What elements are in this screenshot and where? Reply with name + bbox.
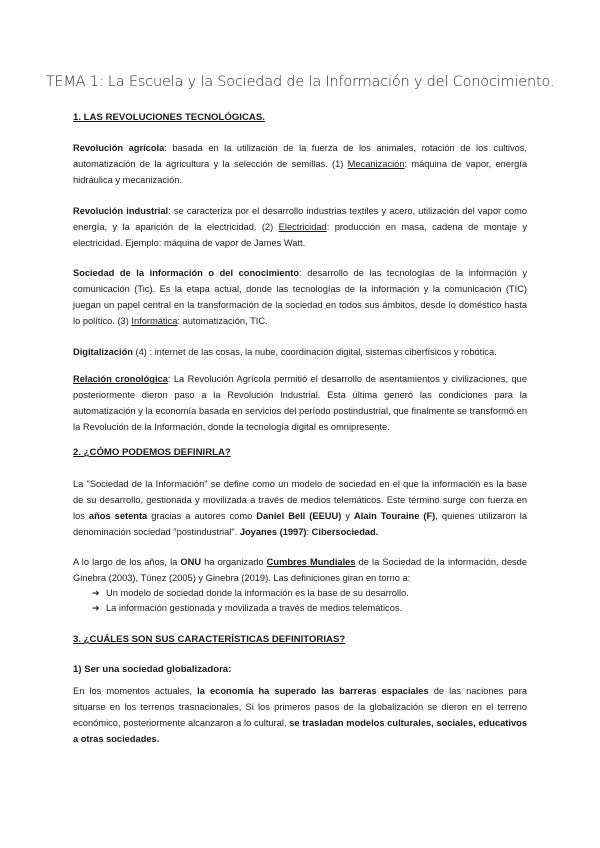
term-revolucion-industrial: Revolución industrial — [73, 206, 169, 216]
paragraph-relacion-cronologica: Relación cronológica: La Revolución Agrícola permitió el desarrollo de asentamientos y civilizaciones, que posteriormente dieron paso a la Revolución Industrial. Esta última generó las condiciones para la automatización y la economía basada en servicios del período postindustrial, que finalmente se transformó en la Revolución de la Información, donde la tecnología digital es omnipresente. — [73, 374, 527, 432]
section-heading-definirla: 2. ¿CÓMO PODEMOS DEFINIRLA? — [73, 447, 231, 458]
term-sociedad-informacion: Sociedad de la información o del conocimiento — [73, 268, 300, 278]
paragraph-onu-cumbres: A lo largo de los años, la ONU ha organizado Cumbres Mundiales de la Sociedad de la información, desde Ginebra (2003), Túnez (2005) y Ginebra (2019). Las definiciones giran en torno a: — [73, 557, 527, 583]
arrow-right-icon: ➔ — [92, 588, 100, 598]
subheading-sociedad-globalizadora: 1) Ser una sociedad globalizadora: — [73, 664, 232, 675]
term-relacion-cronologica: Relación cronológica — [73, 374, 168, 384]
list-item: ➔ La información gestionada y movilizada a través de medios telemáticos. — [92, 601, 522, 616]
term-revolucion-agricola: Revolución agrícola — [73, 143, 165, 153]
list-item: ➔ Un modelo de sociedad donde la información es la base de su desarrollo. — [92, 586, 522, 601]
term-digitalizacion: Digitalización — [73, 347, 133, 357]
paragraph-sociedad-informacion: Sociedad de la información o del conocimiento: desarrollo de las tecnologías de la información y comunicación (Tic). Es la etapa actual, donde las tecnologías de la información y la comunicación (TIC) juegan un papel central en la transformación de la sociedad en todos sus ámbitos, desde lo doméstico hasta lo político. (3) Informática: automatización, TIC. — [73, 268, 527, 326]
paragraph-revolucion-agricola: Revolución agrícola: basada en la utilización de la fuerza de los animales, rotación de los cultivos, automatización de la agricultura y la selección de semillas. (1) Mecanización: máquina de vapor, energía hidráulica y mecanización. — [73, 143, 527, 185]
section-heading-revoluciones: 1. LAS REVOLUCIONES TECNOLÓGICAS. — [73, 112, 265, 123]
document-title: TEMA 1: La Escuela y la Sociedad de la Información y del Conocimiento. — [45, 74, 555, 90]
arrow-right-icon: ➔ — [92, 603, 100, 614]
paragraph-globalizacion: En los momentos actuales, la economía ha superado las barreras espaciales de las naciones para situarse en los terrenos trasnacionales, Si los primeros pasos de la globalización se dieron en el terreno económico, posteriormente alcanzaron a lo cultural, se trasladan modelos culturales, sociales, educativos a otras sociedades. — [73, 686, 527, 744]
keyword-electricidad: Electricidad — [278, 221, 327, 232]
keyword-mecanizacion: Mecanización — [347, 158, 405, 169]
paragraph-definicion: La "Sociedad de la Información" se define como un modelo de sociedad en el que la información es la base de su desarrollo, gestionada y movilizada a través de medios telemáticos. Este término surge con fuerza en los años setenta gracias a autores como Daniel Bell (EEUU) y Alain Touraine (F), quienes utilizaron la denominación sociedad "postindustrial". Joyanes (1997): Cibersociedad. — [73, 479, 527, 537]
keyword-informatica: Informática — [131, 315, 178, 326]
paragraph-revolucion-industrial: Revolución industrial: se caracteriza por el desarrollo industrias textiles y acero, utilización del vapor como energía, y la aparición de la electricidad. (2) Electricidad: producción en masa, cadena de montaje y electricidad. Ejemplo: máquina de vapor de James Watt. — [73, 206, 527, 248]
definition-bullet-list — [92, 586, 522, 617]
paragraph-digitalizacion: Digitalización (4) : internet de las cosas, la nube, coordinación digital, sistemas ciberfísicos y robótica. — [73, 347, 497, 357]
keyword-cumbres-mundiales: Cumbres Mundiales — [266, 557, 356, 567]
section-heading-caracteristicas: 3. ¿CUÁLES SON SUS CARACTERÍSTICAS DEFINITORIAS? — [73, 634, 346, 645]
